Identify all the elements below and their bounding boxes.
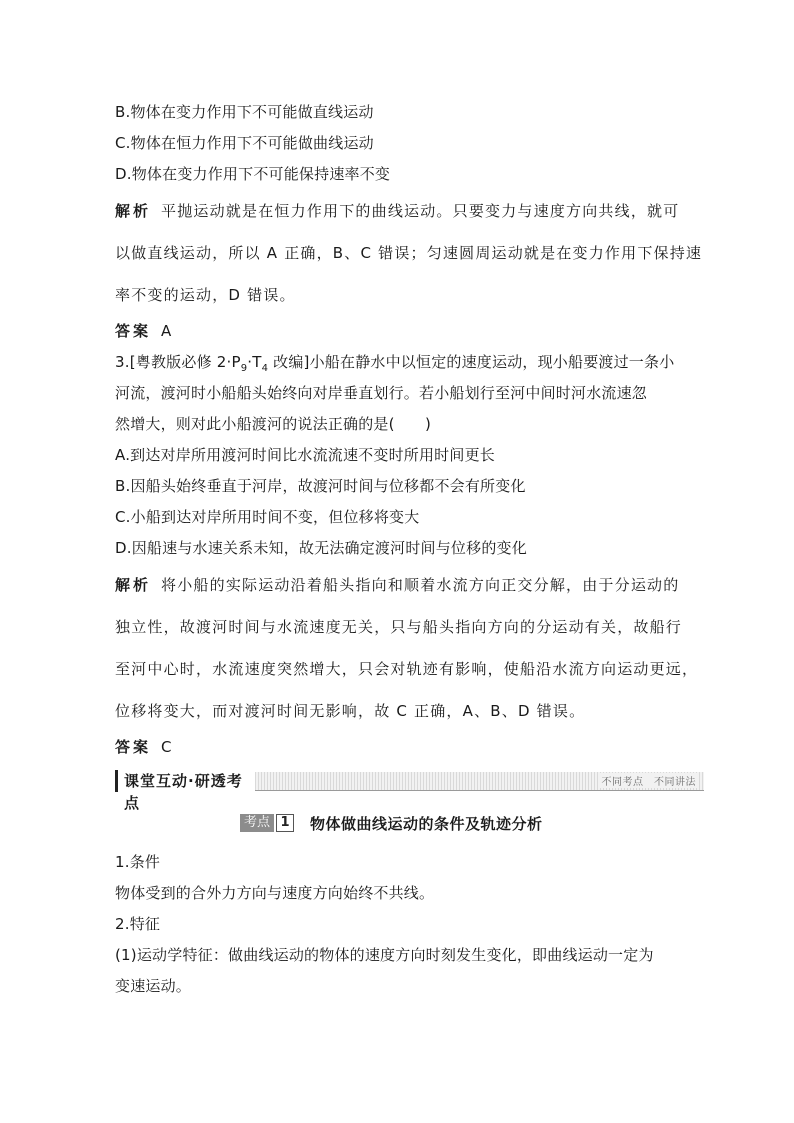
analysis-2-line1: 解析 平抛运动就是在恒力作用下的曲线运动。只要变力与速度方向共线，就可	[115, 202, 680, 220]
section-header-bar	[115, 770, 704, 812]
answer-value: C	[161, 738, 172, 756]
question-3-line1: 3.[粤教版必修 $2\cdot P_9\cdot T_4$ 改编]小船在静水中以恒定的速度运动，现小船要渡过一条小	[115, 353, 675, 374]
option-b-prev: B.物体在变力作用下不可能做直线运动	[115, 103, 374, 121]
analysis-3-line3: 至河中心时，水流速度突然增大，只会对轨迹有影响，使船沿水流方向运动更远，	[115, 660, 699, 678]
answer-label: 答案	[115, 738, 152, 756]
content-paragraph-2-line2: 变速运动。	[115, 977, 192, 995]
kaodian-label: 考点	[240, 814, 274, 832]
analysis-label: 解析	[115, 576, 152, 594]
analysis-3-line1: 解析 将小船的实际运动沿着船头指向和顺着水流方向正交分解，由于分运动的	[115, 576, 680, 594]
answer-3	[115, 737, 172, 757]
option-a: A.到达对岸所用渡河时间比水流流速不变时所用时间更长	[115, 446, 495, 464]
question-3-line2: 河流，渡河时小船船头始终向对岸垂直划行。若小船划行至河中间时河水流速忽	[115, 384, 648, 402]
analysis-label: 解析	[115, 202, 152, 220]
analysis-3-line4: 位移将变大，而对渡河时间无影响，故 C 正确，A、B、D 错误。	[115, 702, 586, 720]
analysis-2-line3: 率不变的运动，D 错误。	[115, 286, 296, 304]
content-heading-1: 1.条件	[115, 853, 161, 871]
answer-2	[115, 321, 171, 341]
kaodian-title: 物体做曲线运动的条件及轨迹分析	[310, 814, 543, 833]
analysis-3-line2: 独立性，故渡河时间与水流速度无关，只与船头指向方向的分运动有关，故船行	[115, 618, 683, 636]
content-paragraph-1: 物体受到的合外力方向与速度方向始终不共线。	[115, 884, 435, 902]
answer-value: A	[161, 322, 172, 340]
content-paragraph-2-line1: (1)运动学特征：做曲线运动的物体的速度方向时刻发生变化，即曲线运动一定为	[115, 946, 654, 964]
answer-label: 答案	[115, 322, 152, 340]
section-title: 课堂互动·研透考点	[115, 770, 255, 792]
option-b: B.因船头始终垂直于河岸，故渡河时间与位移都不会有所变化	[115, 477, 526, 495]
option-d: D.因船速与水速关系未知，故无法确定渡河时间与位移的变化	[115, 539, 527, 557]
kaodian-heading	[240, 813, 543, 833]
question-3-line3: 然增大，则对此小船渡河的说法正确的是( )	[115, 415, 432, 433]
content-heading-2: 2.特征	[115, 915, 161, 933]
section-right-note: 不同考点 不同讲法	[600, 773, 699, 788]
analysis-2-line2: 以做直线运动，所以 A 正确，B、C 错误；匀速圆周运动就是在变力作用下保持速	[115, 244, 703, 262]
option-d-prev: D.物体在变力作用下不可能保持速率不变	[115, 165, 391, 183]
option-c: C.小船到达对岸所用时间不变，但位移将变大	[115, 508, 420, 526]
kaodian-number: 1	[276, 814, 294, 832]
option-c-prev: C.物体在恒力作用下不可能做曲线运动	[115, 134, 374, 152]
